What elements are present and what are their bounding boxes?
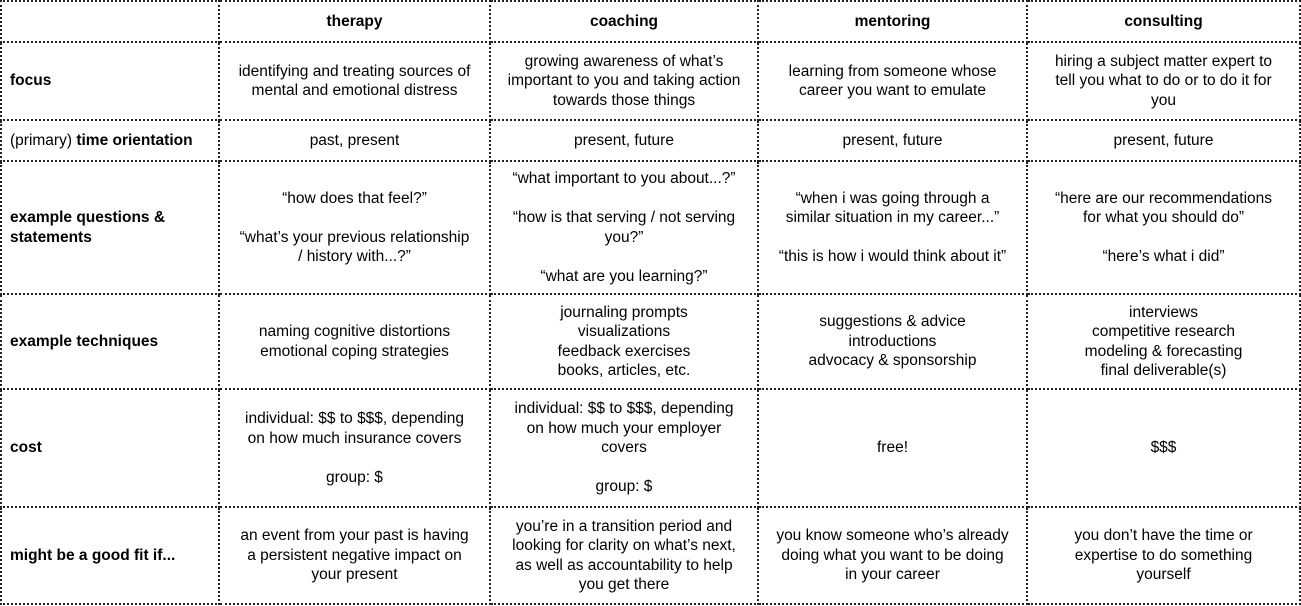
corner-cell: [1, 1, 219, 42]
row-label-focus: [1, 42, 219, 120]
cell-cost-coaching: individual: $$ to $$$, depending on how much your employer covers group: $: [490, 389, 758, 507]
row-label-example-techniques: [1, 294, 219, 389]
row-label-text: example techniques: [10, 332, 159, 350]
cell-cost-therapy: individual: $$ to $$$, depending on how much insurance covers group: $: [219, 389, 490, 507]
column-header-therapy: therapy: [219, 1, 490, 42]
cell-example-questions-therapy: “how does that feel?” “what’s your previous relationship / history with...?”: [219, 161, 490, 294]
column-header-mentoring: mentoring: [758, 1, 1027, 42]
row-label-cost: [1, 389, 219, 507]
column-header-coaching: coaching: [490, 1, 758, 42]
cell-focus-therapy: identifying and treating sources of mental and emotional distress: [219, 42, 490, 120]
cell-example-techniques-coaching: journaling prompts visualizations feedback exercises books, articles, etc.: [490, 294, 758, 389]
cell-time-orientation-therapy: past, present: [219, 120, 490, 161]
table-row-cost: [1, 389, 1300, 507]
cell-good-fit-therapy: an event from your past is having a persistent negative impact on your present: [219, 507, 490, 604]
cell-example-questions-coaching: “what important to you about...?” “how is that serving / not serving you?” “what are you learning?”: [490, 161, 758, 294]
table-row-example-questions: [1, 161, 1300, 294]
cell-example-techniques-consulting: interviews competitive research modeling & forecasting final deliverable(s): [1027, 294, 1300, 389]
row-label-good-fit: [1, 507, 219, 604]
row-label-example-questions: [1, 161, 219, 294]
table-row-good-fit: [1, 507, 1300, 604]
cell-example-questions-consulting: “here are our recommendations for what you should do” “here’s what i did”: [1027, 161, 1300, 294]
row-label-text: focus: [10, 72, 52, 90]
row-label-prefix: (primary): [10, 131, 77, 149]
cell-time-orientation-consulting: present, future: [1027, 120, 1300, 161]
cell-good-fit-coaching: you’re in a transition period and looking for clarity on what’s next, as well as accountability to help you get there: [490, 507, 758, 604]
cell-good-fit-consulting: you don’t have the time or expertise to do something yourself: [1027, 507, 1300, 604]
row-label-time-orientation: [1, 120, 219, 161]
row-label-text: example questions & statements: [10, 209, 166, 246]
cell-cost-mentoring: free!: [758, 389, 1027, 507]
row-label-text: might be a good fit if...: [10, 546, 176, 564]
cell-good-fit-mentoring: you know someone who’s already doing what you want to be doing in your career: [758, 507, 1027, 604]
row-label-text: cost: [10, 439, 42, 457]
cell-time-orientation-coaching: present, future: [490, 120, 758, 161]
table-row-example-techniques: [1, 294, 1300, 389]
cell-example-techniques-therapy: naming cognitive distortions emotional coping strategies: [219, 294, 490, 389]
cell-focus-consulting: hiring a subject matter expert to tell you what to do or to do it for you: [1027, 42, 1300, 120]
cell-time-orientation-mentoring: present, future: [758, 120, 1027, 161]
table-row-focus: [1, 42, 1300, 120]
cell-example-questions-mentoring: “when i was going through a similar situation in my career...” “this is how i would think about it”: [758, 161, 1027, 294]
table-row-time-orientation: [1, 120, 1300, 161]
column-header-consulting: consulting: [1027, 1, 1300, 42]
cell-example-techniques-mentoring: suggestions & advice introductions advocacy & sponsorship: [758, 294, 1027, 389]
header-row: [1, 1, 1300, 42]
cell-focus-coaching: growing awareness of what’s important to you and taking action towards those things: [490, 42, 758, 120]
cell-focus-mentoring: learning from someone whose career you want to emulate: [758, 42, 1027, 120]
cell-cost-consulting: $$$: [1027, 389, 1300, 507]
row-label-text: time orientation: [76, 131, 193, 149]
